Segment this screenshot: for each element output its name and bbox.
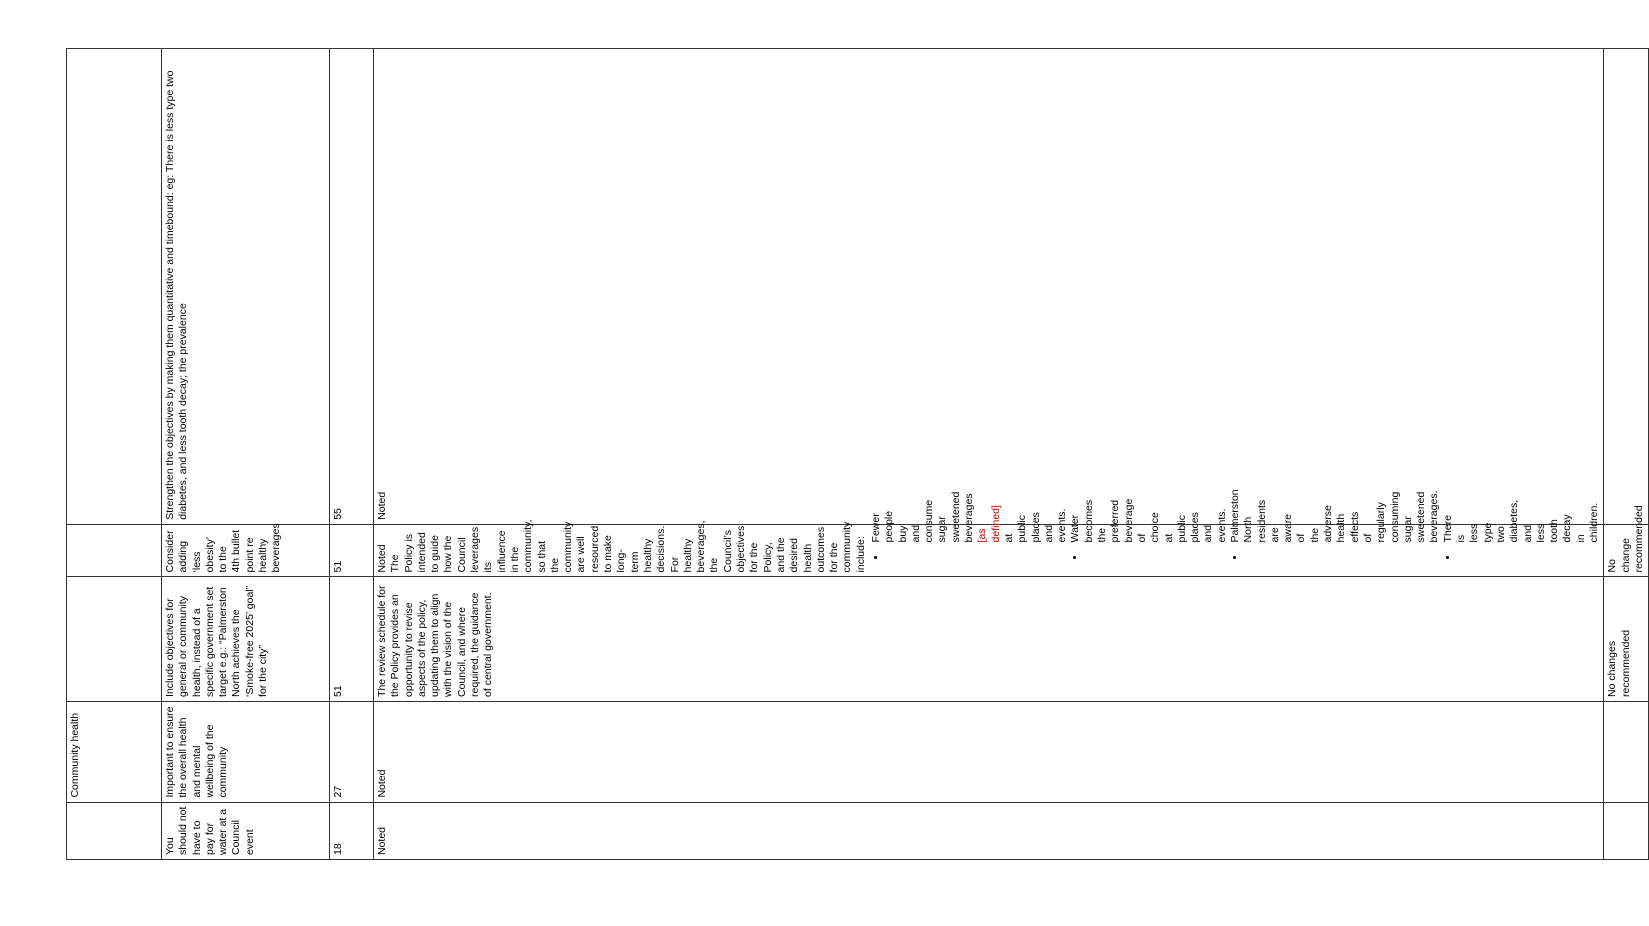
submission-cell: Include objectives for general or community health, instead of a specific government set target e.g.: “Palmerston North achieves the ‘Smoke-free 2025’ goal” for the city”	[162, 577, 330, 702]
response-cell: Noted	[374, 802, 1604, 859]
recommendation-cell: No changes recommended	[1604, 577, 1649, 702]
number-cell: 51	[330, 577, 374, 702]
topic-cell	[67, 49, 162, 525]
table-row	[67, 49, 162, 860]
table-row	[1604, 49, 1649, 860]
outcome-list	[869, 489, 1601, 573]
response-cell: The review schedule for the Policy provides an opportunity to revise aspects of the policy, updating them to align with the vision of the Council, and where required, the guidance of central government.	[374, 577, 1604, 702]
number-cell: 55	[330, 49, 374, 525]
number-cell: 51	[330, 524, 374, 577]
recommendation-cell	[1604, 701, 1649, 802]
list-item: • Water becomes the preferred beverage of choice at public places and events.	[1069, 529, 1229, 547]
submission-cell: Important to ensure the overall health and mental wellbeing of the community	[162, 701, 330, 802]
response-cell: Noted	[374, 49, 1604, 525]
topic-cell	[67, 524, 162, 577]
submission-cell: Strengthen the objectives by making them quantitative and timebound: eg: There is less type two diabetes, and less tooth decay; the prevalence	[162, 49, 330, 525]
submissions-table	[66, 48, 1649, 860]
response-cell	[374, 489, 1604, 577]
rotated-page	[66, 48, 1645, 860]
recommendation-cell	[1604, 49, 1649, 525]
topic-cell	[67, 802, 162, 859]
recommendation-cell: No change recommended	[1604, 524, 1649, 577]
table-row	[330, 49, 374, 860]
response-cell: Noted	[374, 701, 1604, 802]
table-row	[162, 49, 330, 860]
topic-cell: Community health	[67, 701, 162, 802]
topic-cell	[67, 577, 162, 702]
submission-cell: You should not have to pay for water at a Council event	[162, 802, 330, 859]
number-cell: 18	[330, 802, 374, 859]
recommendation-cell	[1604, 802, 1649, 859]
as-defined-markup: [as defined]	[976, 505, 1002, 543]
list-item: • Fewer people buy and consume sugar sweetened beverages [as defined] at public places and events.	[870, 529, 1069, 547]
list-item: • There is less type two diabetes, and less tooth decay in children.	[1442, 529, 1602, 547]
table-row	[374, 49, 1604, 860]
list-item: • Palmerston North residents are aware of the adverse health effects of regularly consuming sugar sweetened beverages.	[1229, 529, 1442, 547]
submission-cell: Consider adding ‘less obesity’ to the 4th bullet point re healthy beverages	[162, 524, 330, 577]
response-intro: Noted The Policy is intended to guide how the Council leverages its influence in the community, so that the community are well resourced to make long-term healthy decisions. For healthy beverages, the Council’s objectives for the Policy, and the desired health outcomes for the community include:	[376, 519, 867, 573]
number-cell: 27	[330, 701, 374, 802]
